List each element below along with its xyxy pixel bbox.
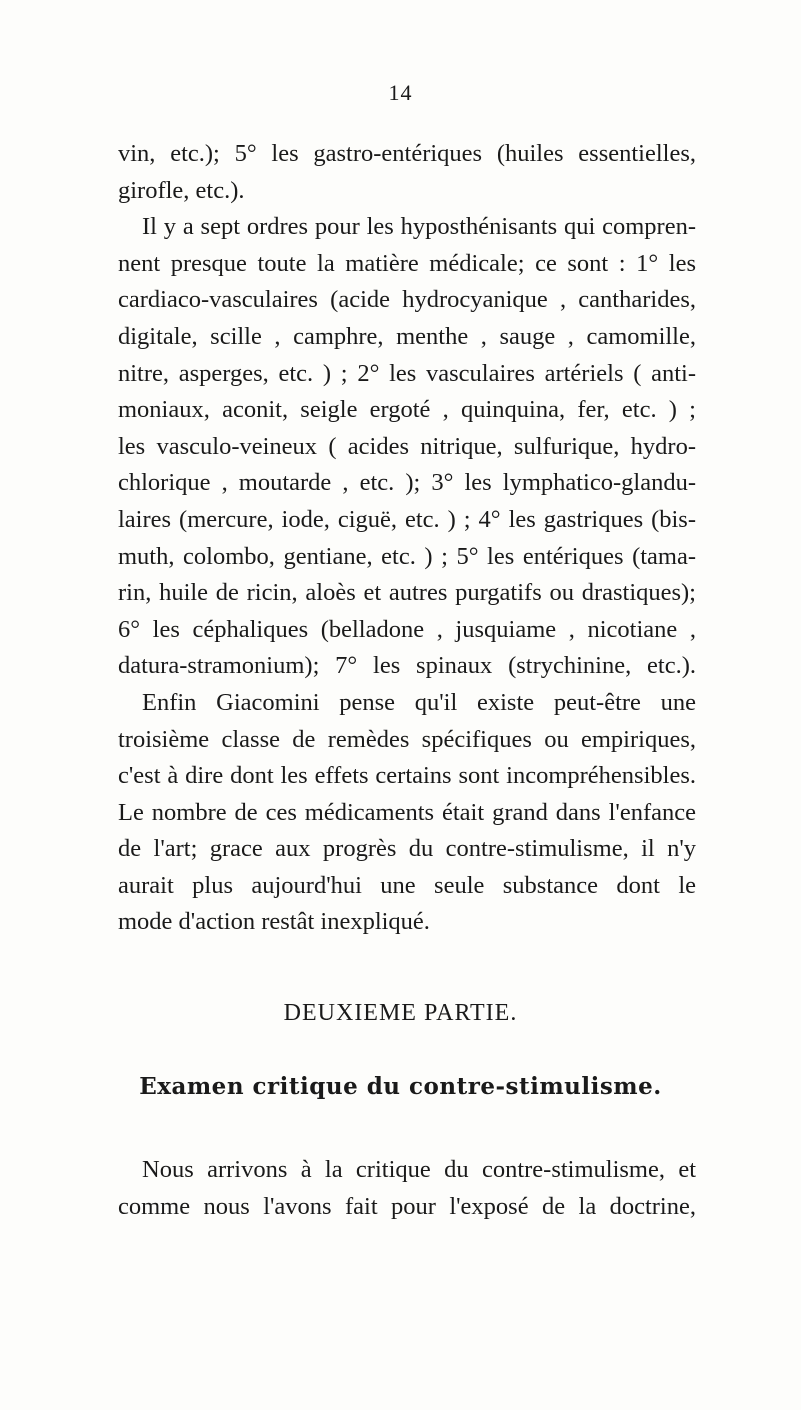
text-line: vin, etc.); 5° les gastro-entériques (huiles essentielles, [118, 140, 696, 167]
part-title: DEUXIEME PARTIE. [283, 1000, 518, 1026]
text-line: moniaux, aconit, seigle ergoté , quinquina, fer, etc. ) ; [118, 396, 696, 424]
text-line: les vasculo-veineux ( acides nitrique, sulfurique, hydro- [118, 432, 696, 460]
text-line: mode d'action restât inexpliqué. [118, 908, 430, 936]
text-line: Il y a sept ordres pour les hyposthénisants qui compren- [142, 213, 696, 241]
page-number: 14 [388, 80, 413, 105]
text-line: datura-stramonium); 7° les spinaux (strychinine, etc.). [118, 652, 696, 680]
text-line: aurait plus aujourd'hui une seule substance dont le [118, 871, 696, 899]
text-line: troisième classe de remèdes spécifiques ou empiriques, [118, 725, 696, 753]
text-line: comme nous l'avons fait pour l'exposé de la doctrine, [118, 1192, 696, 1220]
text-line: Enfin Giacomini pense qu'il existe peut-être une [142, 688, 696, 716]
text-line: girofle, etc.). [118, 176, 245, 204]
text-line: laires (mercure, iode, ciguë, etc. ) ; 4° les gastriques (bis- [118, 505, 696, 533]
text-line: 6° les céphaliques (belladone , jusquiame , nicotiane , [118, 615, 696, 643]
text-line: digitale, scille , camphre, menthe , sauge , camomille, [118, 322, 696, 350]
text-line: muth, colombo, gentiane, etc. ) ; 5° les entériques (tama- [118, 542, 696, 570]
text-line: de l'art; grace aux progrès du contre-stimulisme, il n'y [118, 835, 696, 863]
text-line: Nous arrivons à la critique du contre-stimulisme, et [142, 1156, 696, 1183]
text-line: rin, huile de ricin, aloès et autres purgatifs ou drastiques); [118, 579, 696, 607]
text-line: nent presque toute la matière médicale; ce sont : 1° les [118, 249, 696, 277]
text-line: chlorique , moutarde , etc. ); 3° les lymphatico-glandu- [118, 469, 696, 497]
text-line: c'est à dire dont les effets certains sont incompréhensibles. [118, 762, 696, 790]
body-text-top [118, 136, 696, 941]
text-line: nitre, asperges, etc. ) ; 2° les vasculaires artériels ( anti- [118, 359, 696, 387]
body-text-bottom [118, 1152, 696, 1225]
text-line: cardiaco-vasculaires (acide hydrocyanique , cantharides, [118, 286, 696, 314]
text-line: Le nombre de ces médicaments était grand dans l'enfance [118, 798, 696, 826]
section-title: Examen critique du contre-stimulisme. [139, 1073, 662, 1100]
